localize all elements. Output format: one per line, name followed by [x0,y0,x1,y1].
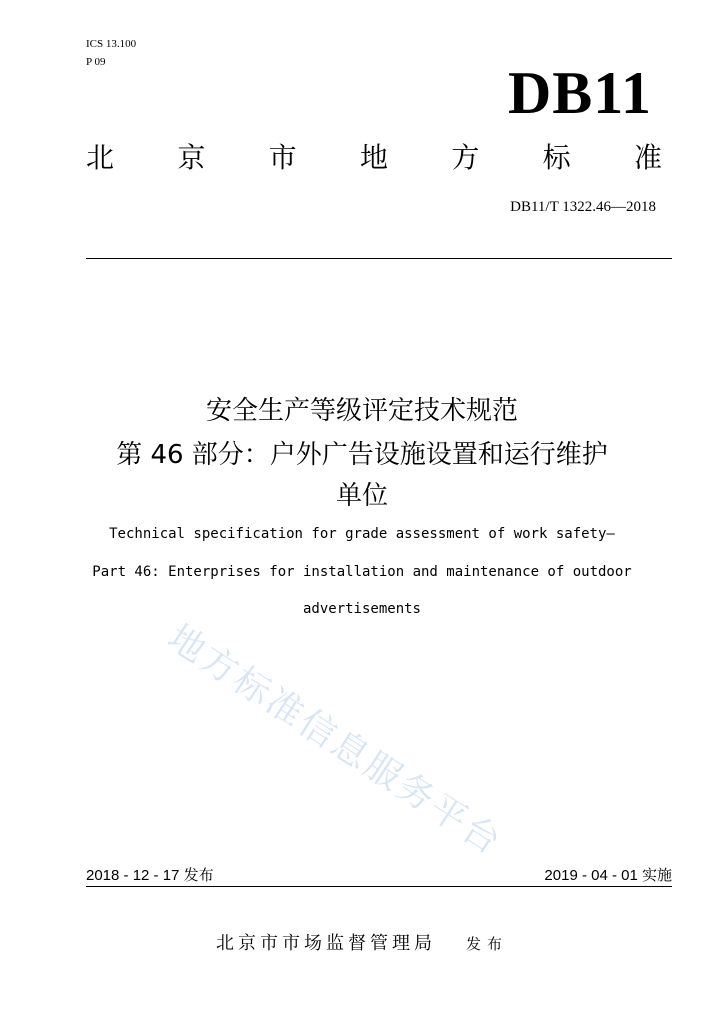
header-divider [86,258,672,259]
standard-code-logo: DB11 [507,60,652,126]
title-en-line-3: advertisements [302,601,421,617]
watermark: 地方标准信息服务平台 [160,617,510,864]
standard-type-char: 市 [268,141,297,174]
standard-type-heading [86,141,662,175]
publish-date: 2018 - 12 - 17 发布 [86,867,214,884]
standard-type-char: 地 [359,141,388,174]
ics-code: ICS 13.100 [86,38,137,50]
title-en-line-1: Technical specification for grade assessment of work safety— [109,526,615,542]
title-cn-line-2: 第 46 部分：户外广告设施设置和运行维护 [116,440,608,470]
standard-type-char: 准 [633,141,662,174]
title-en-line-2: Part 46: Enterprises for installation and maintenance of outdoor [92,564,632,580]
standard-number: DB11/T 1322.46—2018 [510,199,656,215]
title-cn-line-1: 安全生产等级评定技术规范 [205,396,518,426]
standard-type-char: 标 [542,141,571,174]
issuer-line [0,932,724,956]
standard-type-char: 方 [451,141,480,174]
issue-word: 发布 [465,935,508,953]
title-cn-line-3: 单位 [335,481,388,511]
standard-type-char: 北 [86,141,115,174]
footer-divider [86,886,672,887]
standard-type-char: 京 [177,141,206,174]
issuer-name: 北京市市场监督管理局 [215,933,436,954]
implement-date: 2019 - 04 - 01 实施 [544,867,672,884]
ccs-code: P 09 [86,56,106,68]
